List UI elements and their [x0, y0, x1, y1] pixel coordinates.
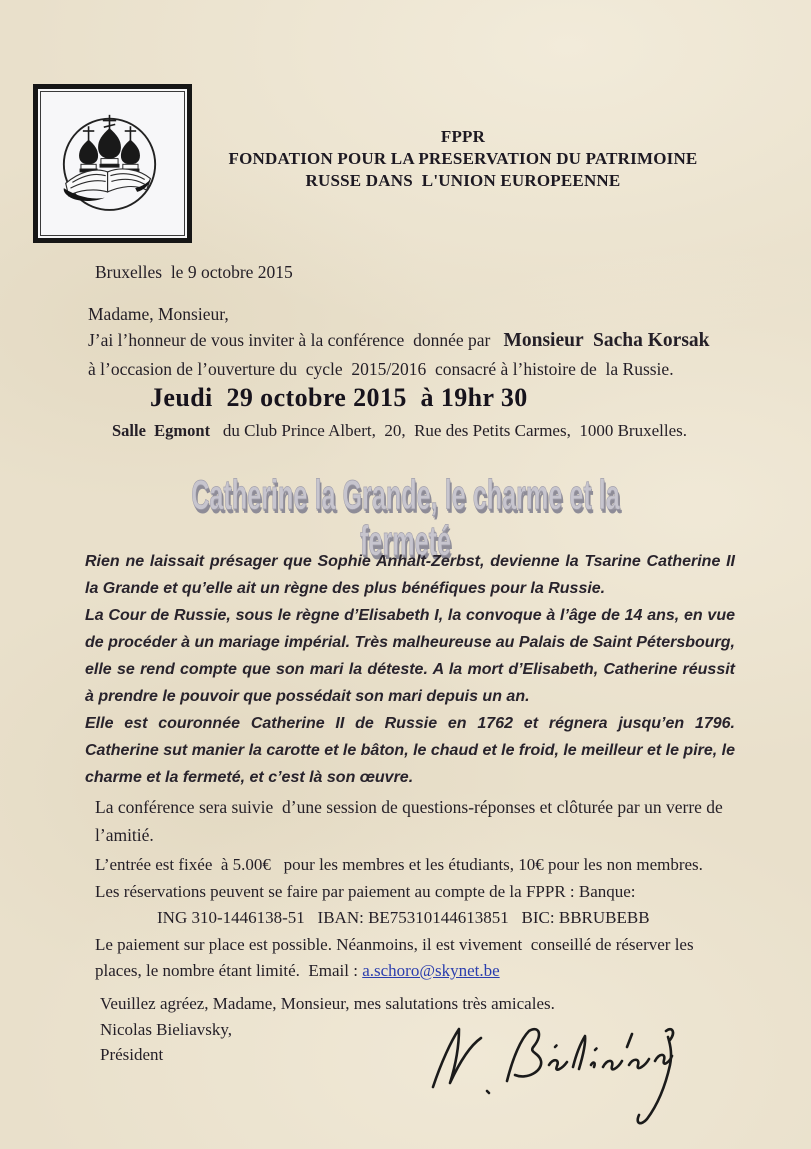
- invitation-text: J’ai l’honneur de vous inviter à la conférence donnée par: [88, 330, 504, 350]
- venue-line: [112, 421, 687, 441]
- handwritten-signature: [415, 1003, 695, 1143]
- invitation-line-2: à l’occasion de l’ouverture du cycle 2015/2016 consacré à l’histoire de la Russie.: [88, 359, 674, 379]
- salutation: Madame, Monsieur,: [88, 304, 229, 324]
- lecture-title-wordart: Catherine la Grande, le charme et la fermeté: [191, 471, 620, 564]
- pricing-block: [95, 852, 703, 985]
- org-acronym: FPPR: [440, 127, 486, 146]
- conference-note-line1: La conférence sera suivie d’une session de questions-réponses et clôturée par un verre de: [95, 797, 723, 817]
- payment-line-1: Le paiement sur place est possible. Néanmoins, il est vivement conseillé de réserver les: [95, 934, 694, 954]
- fppr-logo-frame: [40, 91, 185, 236]
- conference-note: [95, 793, 723, 849]
- fppr-logo: [33, 84, 192, 243]
- event-datetime: Jeudi 29 octobre 2015 à 19hr 30: [150, 383, 528, 412]
- payment-line-2: [95, 958, 703, 985]
- closing-salutation: Veuillez agréez, Madame, Monsieur, mes salutations très amicales.: [100, 994, 555, 1013]
- conference-note-line2: l’amitié.: [95, 825, 154, 845]
- reservation-line: Les réservations peuvent se faire par paiement au compte de la FPPR : Banque:: [95, 881, 636, 901]
- org-name-line2: RUSSE DANS L'UNION EUROPEENNE: [305, 171, 621, 190]
- biography-block: [85, 548, 735, 791]
- speaker-name: Monsieur Sacha Korsak: [503, 330, 710, 351]
- entry-fee-line: L’entrée est fixée à 5.00€ pour les membres et les étudiants, 10€ pour les non membres.: [95, 855, 703, 874]
- dateline: Bruxelles le 9 octobre 2015: [95, 262, 293, 282]
- church-domes-book-icon: [41, 92, 178, 229]
- bio-paragraph-2: La Cour de Russie, sous le règne d’Elisabeth I, la convoque à l’âge de 14 ans, en vue de procéder à un mariage impérial. Très malheureuse au Palais de Saint Pétersbourg, elle se rend compte que son mari la déteste. A la mort d’Elisabeth, Catherine réussit à prendre le pouvoir que possédait son mari depuis un an.: [85, 607, 735, 705]
- email-link[interactable]: a.schoro@skynet.be: [362, 961, 500, 980]
- organisation-header: [193, 126, 733, 192]
- signatory-name: Nicolas Bieliavsky,: [100, 1019, 233, 1039]
- signatory-title: Président: [100, 1045, 164, 1064]
- bio-paragraph-1: Rien ne laissait présager que Sophie Anhalt-Zerbst, devienne la Tsarine Catherine II la Grande et qu’elle ait un règne des plus bénéfiques pour la Russie.: [85, 553, 735, 597]
- org-name-line1: FONDATION POUR LA PRESERVATION DU PATRIMOINE: [228, 149, 698, 168]
- payment-line-2-text: places, le nombre étant limité. Email :: [95, 961, 363, 980]
- signature-icon: [415, 1003, 695, 1143]
- invitation-line: [88, 330, 710, 352]
- venue-room: Salle Egmont: [112, 421, 211, 440]
- bank-account-line: ING 310-1446138-51 IBAN: BE75310144613851 BIC: BBRUBEBB: [157, 908, 650, 927]
- bio-paragraph-3: Elle est couronnée Catherine II de Russie en 1762 et régnera jusqu’en 1796. Catherine sut manier la carotte et le bâton, le chaud et le froid, le meilleur et le pire, le charme et la fermeté, et c’est là son œuvre.: [85, 715, 735, 786]
- venue-address: du Club Prince Albert, 20, Rue des Petits Carmes, 1000 Bruxelles.: [210, 421, 687, 440]
